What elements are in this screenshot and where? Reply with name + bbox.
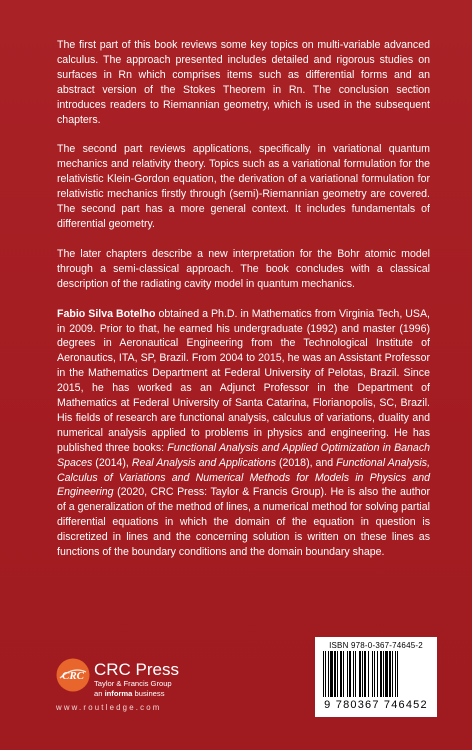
bio-text-1: obtained a Ph.D. in Mathematics from Virginia Tech, USA, in 2009. Prior to that, he earned his undergraduate (1992) and master (1996) degrees in Aeronautical Engineering from the Technological Institute of Aeronautics, ITA, SP, Brazil. From 2004 to 2015, he was an Assistant Professor in the Mathematics Department at Federal University of Pelotas, Brazil. Since 2015, he has worked as an Adjunct Professor in the Department of Mathematics at Federal University of Santa Catarina, Florianopolis, SC, Brazil. His fields of research are functional analysis, calculus of variations, duality and numerical analysis applied to problems in physics and engineering. He has published three books: [57, 307, 430, 454]
description-text [57, 38, 430, 560]
bio-text-2: (2014), [92, 456, 132, 469]
book-title-3: Functional Analysis, Calculus of Variations and Numerical Methods for Models in Physics and Engineering [57, 456, 431, 499]
paragraph-part-one: The first part of this book reviews some key topics on multi-variable advanced calculus. The approach presented includes detailed and rigorous studies on surfaces in Rn which comprises items such as differential forms and an abstract version of the Stokes Theorem in Rn. The conclusion section introduces readers to Riemannian geometry, which is used in the subsequent chapters. [57, 39, 430, 126]
barcode-digits: 9 780367 746452 [324, 699, 428, 711]
publisher-name: CRC Press [94, 660, 180, 679]
book-title-2: Real Analysis and Applications [131, 456, 277, 469]
crc-logo-icon [56, 658, 90, 692]
book-title-1: Functional Analysis and Applied Optimization in Banach Spaces [57, 441, 431, 469]
author-bio [57, 307, 430, 560]
publisher-informa: an informa business [94, 688, 165, 698]
isbn-number: ISBN 978-0-367-74645-2 [329, 641, 423, 650]
isbn-barcode [315, 637, 437, 717]
paragraph-part-two: The second part reviews applications, specifically in variational quantum mechanics and relativity theory. Topics such as a variational formulation for the relativistic Klein-Gordon equation, the derivation of a variational formulation for relativistic mechanics firstly through (semi)-Riemannian geometry are covered. The second part has a more general context. It includes fundamentals of differential geometry. [57, 143, 430, 230]
publisher-group: Taylor & Francis Group [94, 679, 172, 688]
paragraph-later-chapters: The later chapters describe a new interpretation for the Bohr atomic model through a semi-classical approach. The book concludes with a classical description of the radiating cavity model in quantum mechanics. [57, 247, 430, 290]
bio-text-3: (2018), and [276, 456, 337, 469]
bio-text-4: (2020, CRC Press: Taylor & Francis Group). He is also the author of a generalization of the method of lines, a numerical method for solving partial differential equations in which the domain of the equation in question is discretized in lines and the concerning solution is written on these lines as functions of the boundary conditions and the domain boundary shape. [57, 486, 430, 559]
author-name: Fabio Silva Botelho [57, 307, 156, 320]
publisher-block [94, 661, 179, 698]
barcode-bars [323, 651, 429, 697]
logo-mark-text: CRC [61, 670, 85, 682]
website-link[interactable]: www.routledge.com [56, 703, 162, 712]
